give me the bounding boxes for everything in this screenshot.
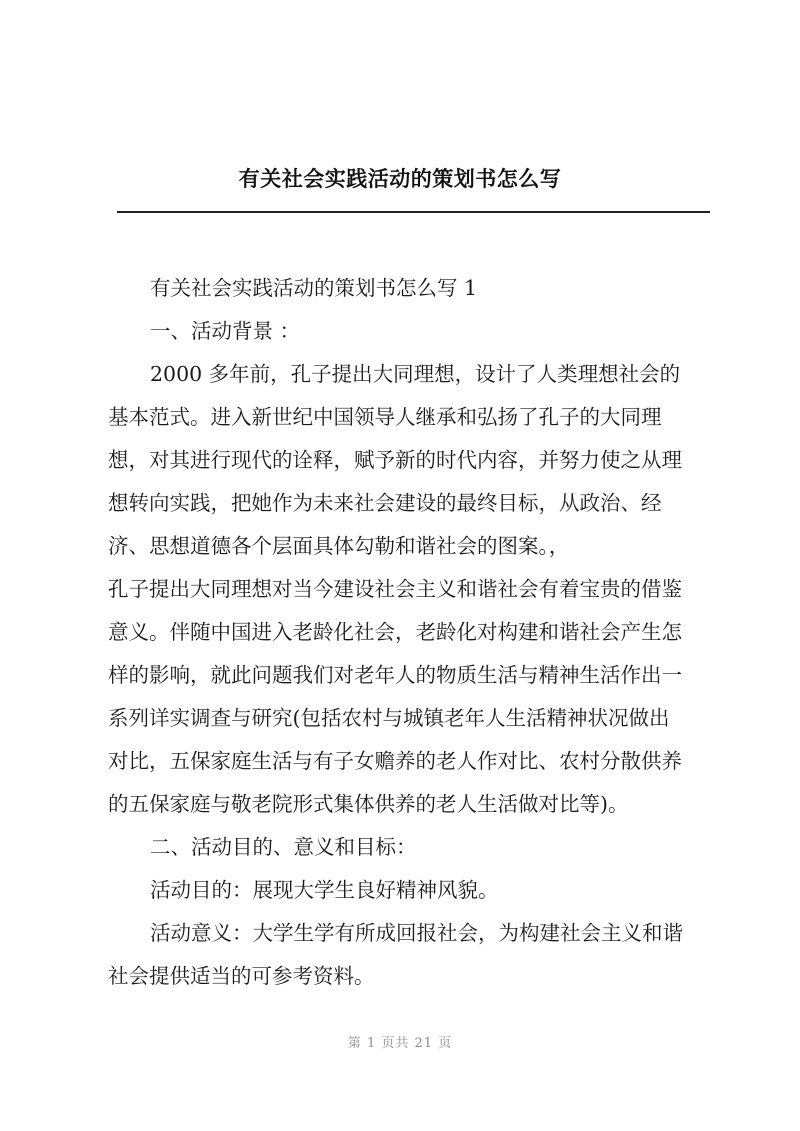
total-suffix: 页 [438,1036,453,1051]
page-label: 第 [347,1036,362,1051]
page-footer [0,1032,800,1051]
paragraph-line: 想转向实践，把她作为未来社会建设的最终目标，从政治、经 [108,491,662,515]
paragraph-line: 济、思想道德各个层面具体勾勒和谐社会的图案。， [108,534,570,558]
paragraph-line: 2000 多年前，孔子提出大同理想，设计了人类理想社会的 [150,362,681,386]
paragraph-line: 孔子提出大同理想对当今建设社会主义和谐社会有着宝贵的借鉴 [108,577,682,601]
paragraph-line: 活动意义：大学生学有所成回报社会，为构建社会主义和谐 [150,921,683,945]
total-pages: 21 [414,1036,434,1051]
paragraph-line: 想，对其进行现代的诠释，赋予新的时代内容，并努力使之从理 [108,448,682,472]
section-heading: 有关社会实践活动的策划书怎么写 1 [150,276,478,300]
paragraph-line: 对比，五保家庭生活与有子女赡养的老人作对比、农村分散供养 [108,749,682,773]
paragraph-line: 活动目的：展现大学生良好精神风貌。 [150,878,499,902]
paragraph-line: 系列详实调查与研究(包括农村与城镇老年人生活精神状况做出 [108,706,670,730]
page-title: 有关社会实践活动的策划书怎么写 [238,166,562,191]
page-suffix: 页共 [381,1036,410,1051]
section-heading: 二、活动目的、意义和目标： [150,835,417,859]
paragraph-line: 的五保家庭与敬老院形式集体供养的老人生活做对比等)。 [108,792,629,816]
paragraph-line: 基本范式。进入新世纪中国领导人继承和弘扬了孔子的大同理 [108,405,662,429]
paragraph-line: 样的影响，就此问题我们对老年人的物质生活与精神生活作出一 [108,663,682,687]
paragraph-line: 社会提供适当的可参考资料。 [108,964,375,988]
paragraph-line: 意义。伴随中国进入老龄化社会，老龄化对构建和谐社会产生怎 [108,620,682,644]
section-heading: 一、活动背景 ： [150,319,301,343]
title-divider [117,211,710,213]
page-number: 1 [366,1036,377,1051]
